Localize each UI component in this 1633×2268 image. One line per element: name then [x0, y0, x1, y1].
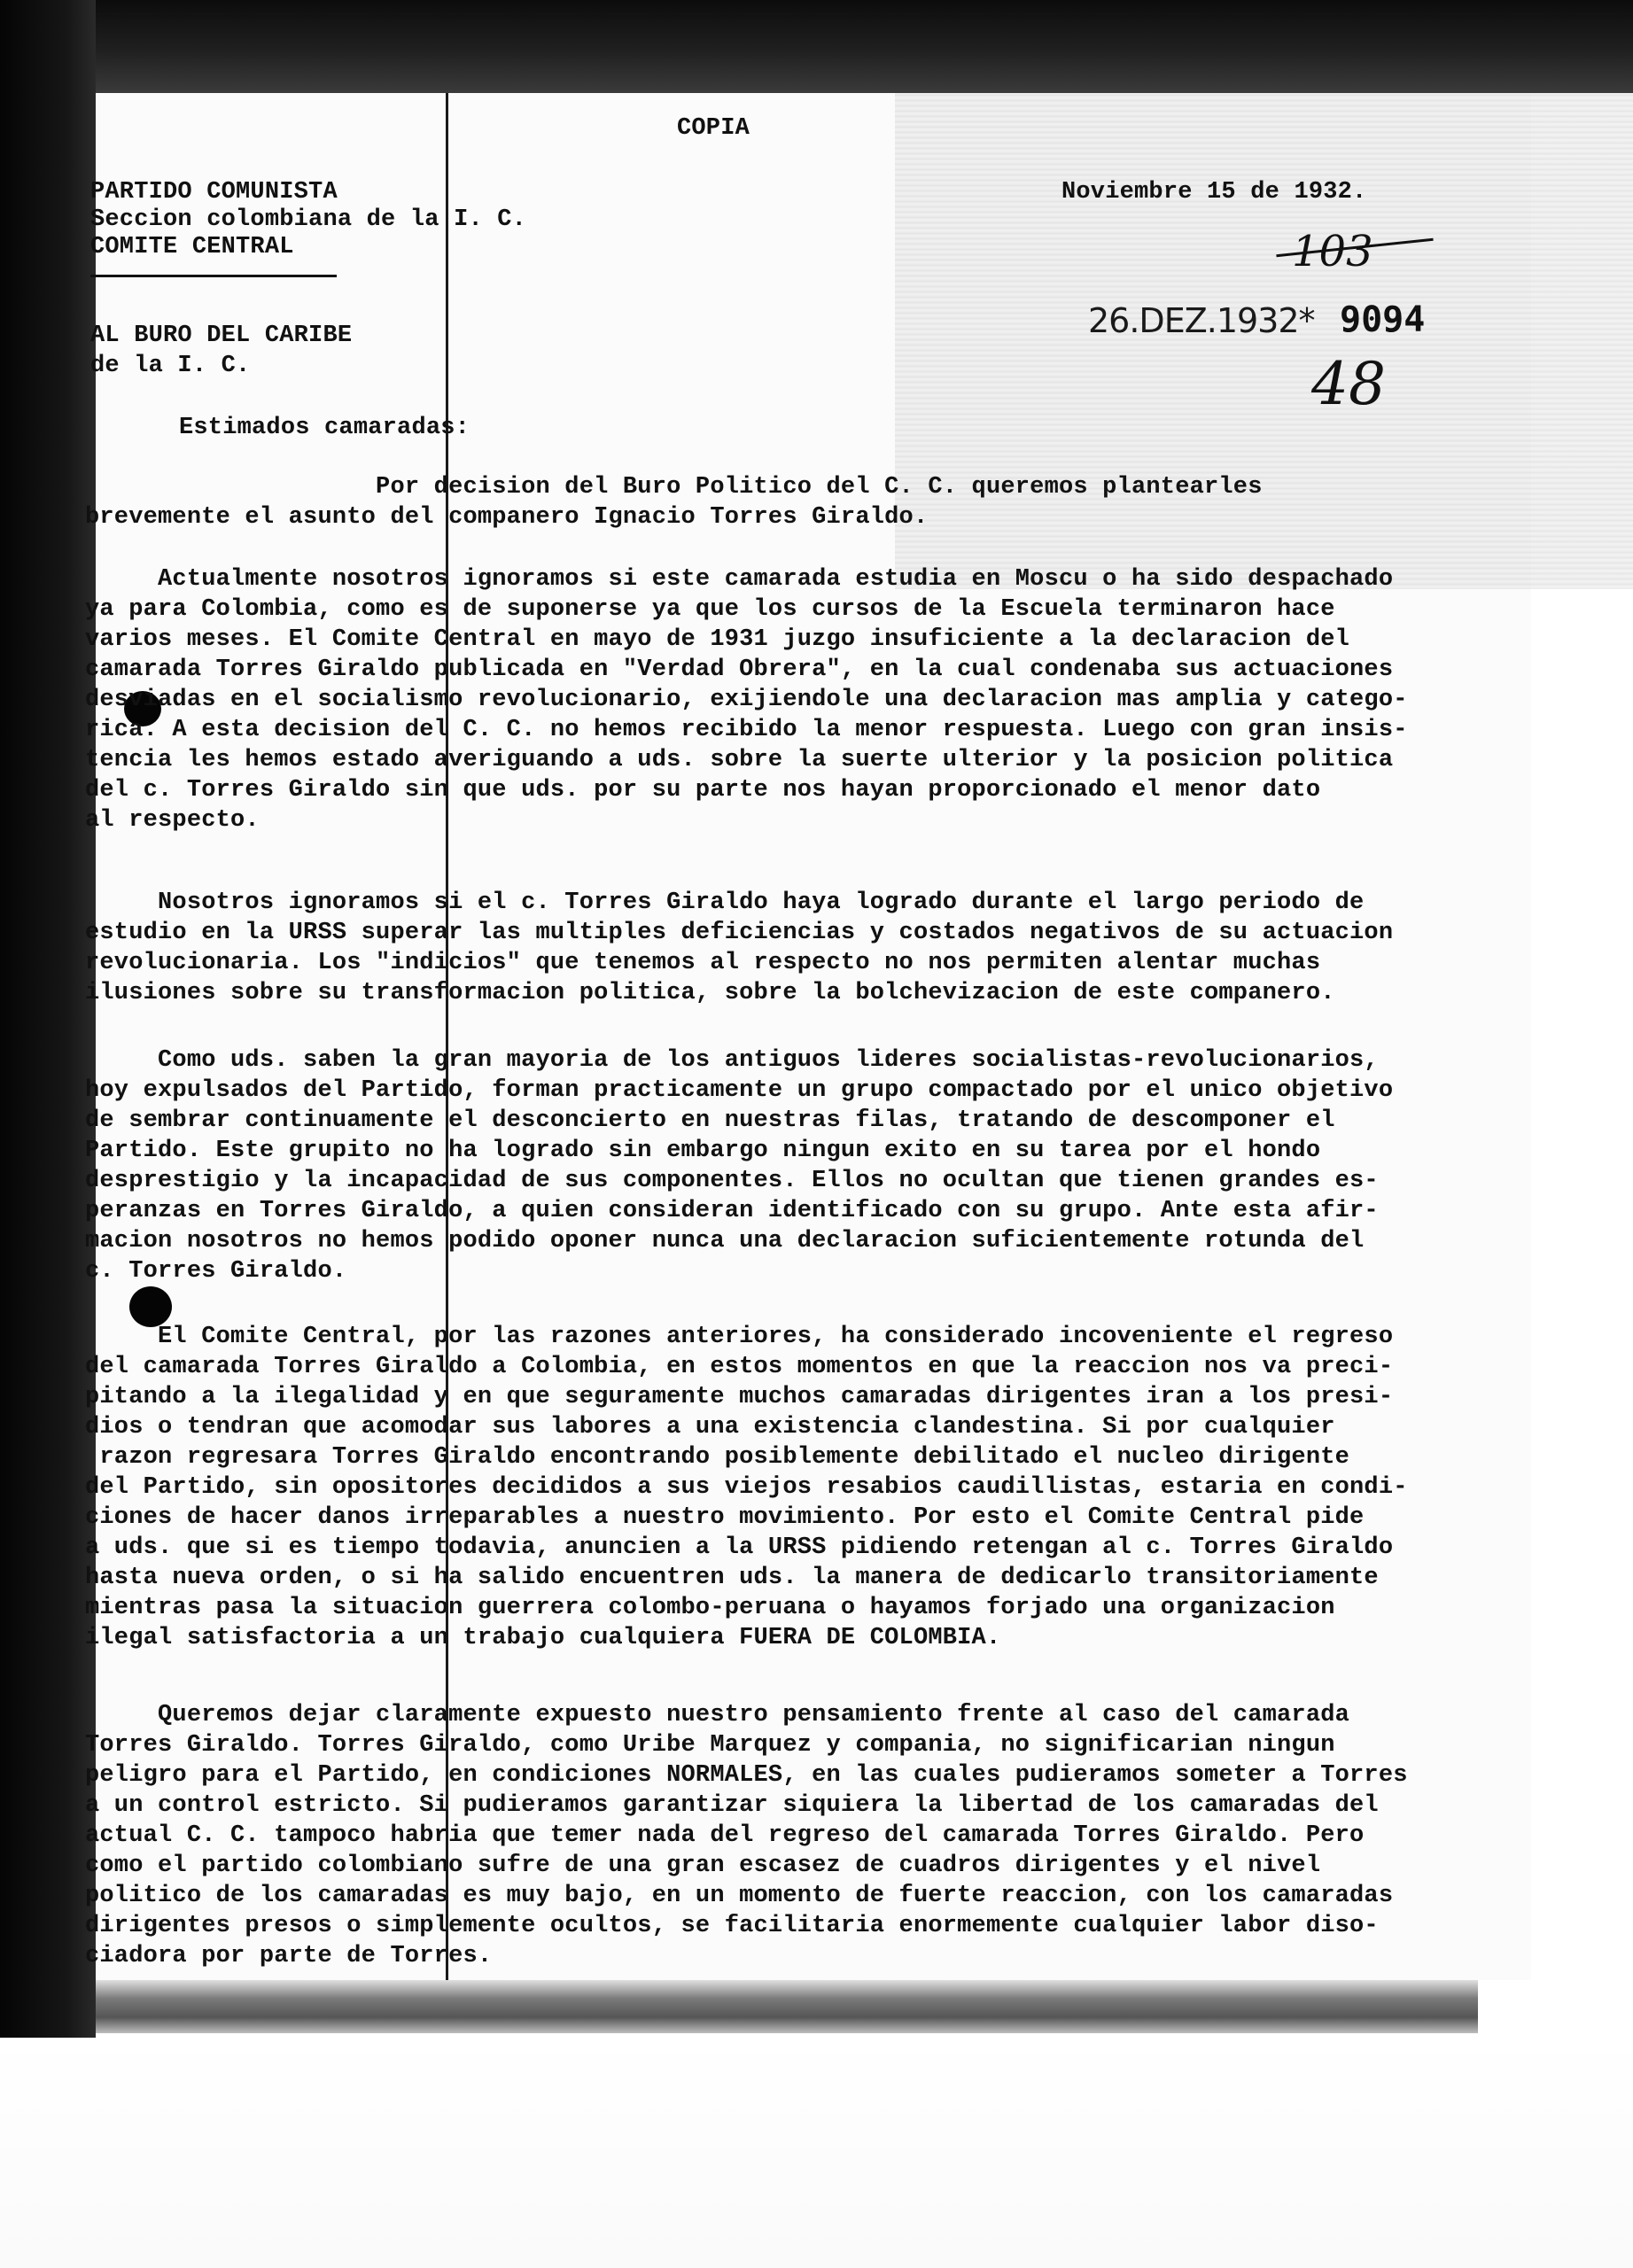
paragraph-conclusion	[85, 1700, 1503, 1971]
paragraph-line: Partido. Este grupito no ha logrado sin embargo ningun exito en su tarea por el hondo	[85, 1138, 1321, 1164]
paragraph-line: ilusiones sobre su transformacion politica, sobre la bolchevizacion de este companero.	[85, 980, 1335, 1006]
handwritten-number: 48	[1311, 350, 1386, 418]
paragraph-line: estudio en la URSS superar las multiples deficiencias y costados negativos de su actuacion	[85, 920, 1394, 946]
paragraph-line: varios meses. El Comite Central en mayo de 1931 juzgo insuficiente a la declaracion del	[85, 626, 1350, 653]
paragraph-intro	[85, 472, 1503, 532]
paragraph-group	[85, 1045, 1503, 1286]
paragraph-study	[85, 888, 1503, 1008]
paragraph-line: ilegal satisfactoria a un trabajo cualquiera FUERA DE COLOMBIA.	[85, 1625, 1001, 1651]
paragraph-line: pitando a la ilegalidad y en que seguramente muchos camaradas dirigentes iran a los presi-	[85, 1384, 1394, 1410]
scan-top-shadow	[0, 0, 1633, 93]
paragraph-line: de sembrar continuamente el desconcierto en nuestras filas, tratando de descomponer el	[85, 1107, 1335, 1134]
paragraph-line: rica. A esta decision del C. C. no hemos recibido la menor respuesta. Luego con gran insis-	[85, 717, 1408, 743]
paragraph-line: al respecto.	[85, 807, 260, 834]
paragraph-line: Actualmente nosotros ignoramos si este camarada estudia en Moscu o ha sido despachado	[85, 566, 1394, 593]
paragraph-line: camarada Torres Giraldo publicada en "Verdad Obrera", en la cual condenaba sus actuaciones	[85, 656, 1394, 683]
paragraph-line: del Partido, sin opositores decididos a sus viejos resabios caudillistas, estaria en condi-	[85, 1474, 1408, 1501]
paragraph-line: El Comite Central, por las razones anteriores, ha considerado incoveniente el regreso	[85, 1324, 1394, 1350]
paragraph-decision	[85, 1322, 1503, 1653]
paragraph-line: desprestigio y la incapacidad de sus componentes. Ellos no ocultan que tienen grandes es-	[85, 1168, 1379, 1194]
paragraph-line: brevemente el asunto del companero Ignacio Torres Giraldo.	[85, 504, 929, 531]
scan-bottom-margin	[0, 2038, 1633, 2268]
paragraph-line: hasta nueva orden, o si ha salido encuentren uds. la manera de dedicarlo transitoriamente	[85, 1565, 1379, 1591]
paragraph-line: peranzas en Torres Giraldo, a quien consideran identificado con su grupo. Ante esta afir-	[85, 1198, 1379, 1224]
paragraph-line: ya para Colombia, como es de suponerse ya que los cursos de la Escuela terminaron hace	[85, 596, 1335, 623]
paragraph-line: dirigentes presos o simplemente ocultos, se facilitaria enormemente cualquier labor diso-	[85, 1913, 1379, 1939]
paragraph-line: del c. Torres Giraldo sin que uds. por su parte nos hayan proporcionado el menor dato	[85, 777, 1321, 804]
addressee-line-2: de la I. C.	[90, 353, 251, 379]
paragraph-line: politico de los camaradas es muy bajo, en un momento de fuerte reaccion, con los camaradas	[85, 1883, 1394, 1909]
paragraph-line: Queremos dejar claramente expuesto nuestro pensamiento frente al caso del camarada	[85, 1702, 1350, 1728]
paragraph-line: como el partido colombiano sufre de una gran escasez de cuadros dirigentes y el nivel	[85, 1852, 1321, 1879]
paragraph-line: desviadas en el socialismo revolucionario, exijiendole una declaracion mas amplia y catego-	[85, 687, 1408, 713]
paragraph-line: del camarada Torres Giraldo a Colombia, en estos momentos en que la reaccion nos va preci-	[85, 1354, 1394, 1380]
committee-underline	[90, 275, 337, 277]
paragraph-line: dios o tendran que acomodar sus labores a una existencia clandestina. Si por cualquier	[85, 1414, 1335, 1441]
party-name: PARTIDO COMUNISTA	[90, 179, 338, 206]
paragraph-line: tencia les hemos estado averiguando a uds. sobre la suerte ulterior y la posicion politica	[85, 747, 1394, 773]
paragraph-line: hoy expulsados del Partido, forman practicamente un grupo compactado por el unico objetivo	[85, 1077, 1394, 1104]
paragraph-line: Como uds. saben la gran mayoria de los antiguos lideres socialistas-revolucionarios,	[85, 1047, 1379, 1074]
paragraph-situation	[85, 564, 1503, 835]
archive-number-stamp: 9094	[1340, 299, 1426, 340]
copy-mark: COPIA	[677, 115, 750, 142]
paragraph-line: Nosotros ignoramos si el c. Torres Giraldo haya logrado durante el largo periodo de	[85, 889, 1365, 916]
salutation: Estimados camaradas:	[179, 415, 470, 441]
paragraph-line: actual C. C. tampoco habria que temer nada del regreso del camarada Torres Giraldo. Pero	[85, 1822, 1365, 1849]
paragraph-line: ciones de hacer danos irreparables a nuestro movimiento. Por esto el Comite Central pide	[85, 1504, 1365, 1531]
paragraph-line: a un control estricto. Si pudieramos garantizar siquiera la libertad de los camaradas del	[85, 1792, 1379, 1819]
paragraph-line: macion nosotros no hemos podido oponer nunca una declaracion suficientemente rotunda del	[85, 1228, 1365, 1254]
letter-date: Noviembre 15 de 1932.	[1061, 179, 1367, 206]
paragraph-line: c. Torres Giraldo.	[85, 1258, 347, 1285]
paragraph-line: peligro para el Partido, en condiciones NORMALES, en las cuales pudieramos someter a Torres	[85, 1762, 1408, 1789]
paragraph-line: ciadora por parte de Torres.	[85, 1943, 493, 1969]
paragraph-line: razon regresara Torres Giraldo encontrando posiblemente debilitado el nucleo dirigente	[85, 1444, 1350, 1471]
paragraph-line: mientras pasa la situacion guerrera colombo-peruana o hayamos forjado una organizacion	[85, 1595, 1335, 1621]
addressee-line-1: AL BURO DEL CARIBE	[90, 322, 353, 349]
paragraph-line: Por decision del Buro Politico del C. C. queremos plantearles	[85, 474, 1263, 501]
paragraph-line: a uds. que si es tiempo todavia, anuncien a la URSS pidiendo retengan al c. Torres Giraldo	[85, 1534, 1394, 1561]
scan-left-shadow	[0, 0, 96, 2268]
section-name: Seccion colombiana de la I. C.	[90, 206, 527, 233]
committee-name: COMITE CENTRAL	[90, 234, 294, 260]
paragraph-line: revolucionaria. Los "indicios" que tenemos al respecto no nos permiten alentar muchas	[85, 950, 1321, 976]
paragraph-line: Torres Giraldo. Torres Giraldo, como Uribe Marquez y compania, no significarian ningun	[85, 1732, 1335, 1759]
scan-bottom-bar	[96, 1980, 1478, 2033]
handwritten-struck-number: 103	[1292, 227, 1373, 276]
received-date-stamp: 26.DEZ.1932*	[1088, 301, 1315, 340]
